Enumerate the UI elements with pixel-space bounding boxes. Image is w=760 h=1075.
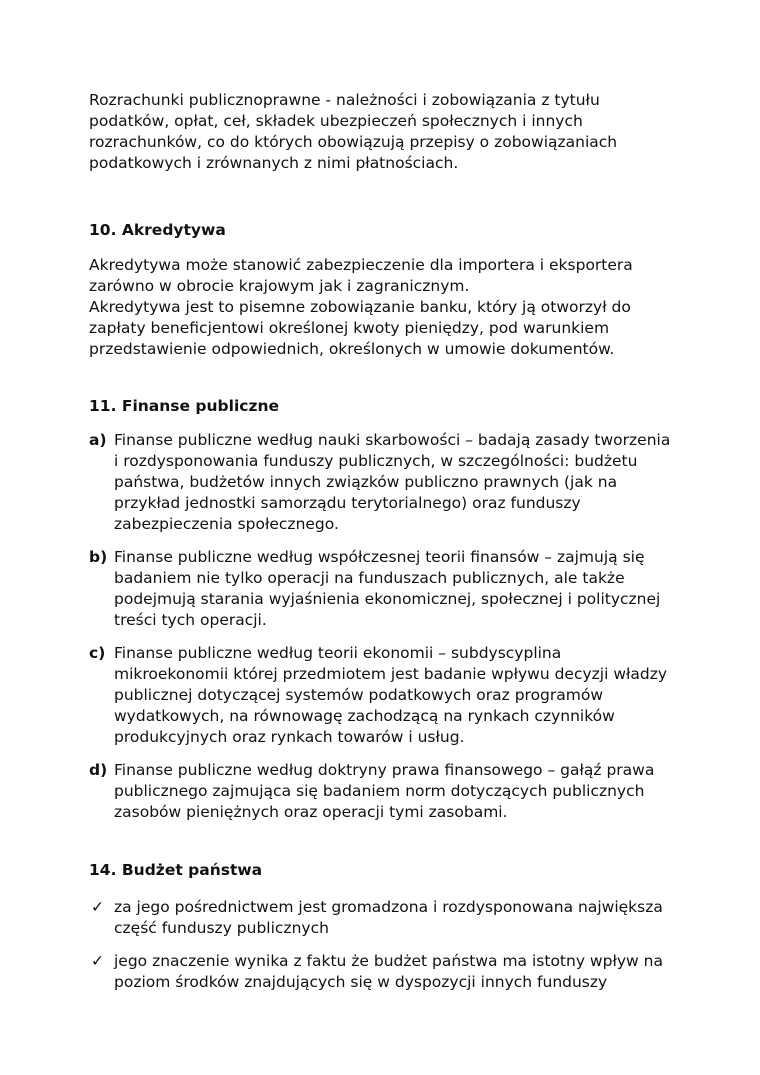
- text-line: zapłaty beneficjentowi określonej kwoty pieniędzy, pod warunkiem: [89, 319, 610, 337]
- text-line: Akredytywa jest to pisemne zobowiązanie banku, który ją otworzył do: [89, 298, 631, 316]
- text-line: wydatkowych, na równowagę zachodzącą na rynkach czynników: [114, 707, 615, 725]
- check-icon: ✓: [91, 898, 104, 916]
- text-line: Rozrachunki publicznoprawne - należności i zobowiązania z tytułu: [89, 91, 600, 109]
- text-line: przykład jednostki samorządu terytorialnego) oraz funduszy: [114, 494, 581, 512]
- section-title-budzet-panstwa: 14. Budżet państwa: [89, 861, 263, 879]
- text-line: mikroekonomii której przedmiotem jest badanie wpływu decyzji władzy: [114, 665, 668, 683]
- text-line: publicznego zajmująca się badaniem norm dotyczących publicznych: [114, 782, 645, 800]
- list-item: [89, 951, 679, 993]
- text-line: podatkowych i zrównanych z nimi płatnościach.: [89, 154, 459, 172]
- text-line: Finanse publiczne według współczesnej teorii finansów – zajmują się: [114, 548, 645, 566]
- text-line: podejmują starania wyjaśnienia ekonomicznej, społecznej i politycznej: [114, 590, 661, 608]
- intro-paragraph: [89, 90, 679, 174]
- list-item: [89, 643, 679, 748]
- text-line: Akredytywa może stanowić zabezpieczenie dla importera i eksportera: [89, 256, 633, 274]
- text-line: Finanse publiczne według doktryny prawa finansowego – gałąź prawa: [114, 761, 655, 779]
- list-marker: b): [89, 548, 108, 566]
- text-line: rozrachunków, co do których obowiązują przepisy o zobowiązaniach: [89, 133, 618, 151]
- text-line: Finanse publiczne według teorii ekonomii – subdyscyplina: [114, 644, 562, 662]
- text-line: część funduszy publicznych: [114, 919, 329, 937]
- list-marker: c): [89, 644, 106, 662]
- text-line: treści tych operacji.: [114, 611, 267, 629]
- section-title-finanse-publiczne: 11. Finanse publiczne: [89, 397, 280, 415]
- check-icon: ✓: [91, 952, 104, 970]
- text-line: Finanse publiczne według nauki skarbowości – badają zasady tworzenia: [114, 431, 671, 449]
- akredytywa-paragraph: [89, 255, 679, 360]
- list-item: [89, 430, 679, 535]
- text-line: publicznej dotyczącej systemów podatkowych oraz programów: [114, 686, 604, 704]
- text-line: podatków, opłat, ceł, składek ubezpieczeń społecznych i innych: [89, 112, 583, 130]
- budzet-panstwa-list: [89, 897, 679, 993]
- list-item: [89, 897, 679, 939]
- text-line: zasobów pieniężnych oraz operacji tymi zasobami.: [114, 803, 508, 821]
- text-line: państwa, budżetów innych związków publiczno prawnych (jak na: [114, 473, 618, 491]
- text-line: zarówno w obrocie krajowym jak i zagranicznym.: [89, 277, 470, 295]
- text-line: zabezpieczenia społecznego.: [114, 515, 339, 533]
- text-line: i rozdysponowania funduszy publicznych, w szczególności: budżetu: [114, 452, 638, 470]
- text-line: produkcyjnych oraz rynkach towarów i usług.: [114, 728, 465, 746]
- text-line: poziom środków znajdujących się w dyspozycji innych funduszy: [114, 973, 608, 991]
- section-title-akredytywa: 10. Akredytywa: [89, 221, 226, 239]
- list-marker: d): [89, 761, 108, 779]
- text-line: przedstawienie odpowiednich, określonych w umowie dokumentów.: [89, 340, 615, 358]
- list-item: [89, 760, 679, 823]
- list-marker: a): [89, 431, 107, 449]
- finanse-publiczne-list: [89, 430, 679, 823]
- text-line: badaniem nie tylko operacji na funduszach publicznych, ale także: [114, 569, 625, 587]
- document-page: [89, 90, 679, 1005]
- text-line: za jego pośrednictwem jest gromadzona i rozdysponowana największa: [114, 898, 663, 916]
- text-line: jego znaczenie wynika z faktu że budżet państwa ma istotny wpływ na: [114, 952, 663, 970]
- list-item: [89, 547, 679, 631]
